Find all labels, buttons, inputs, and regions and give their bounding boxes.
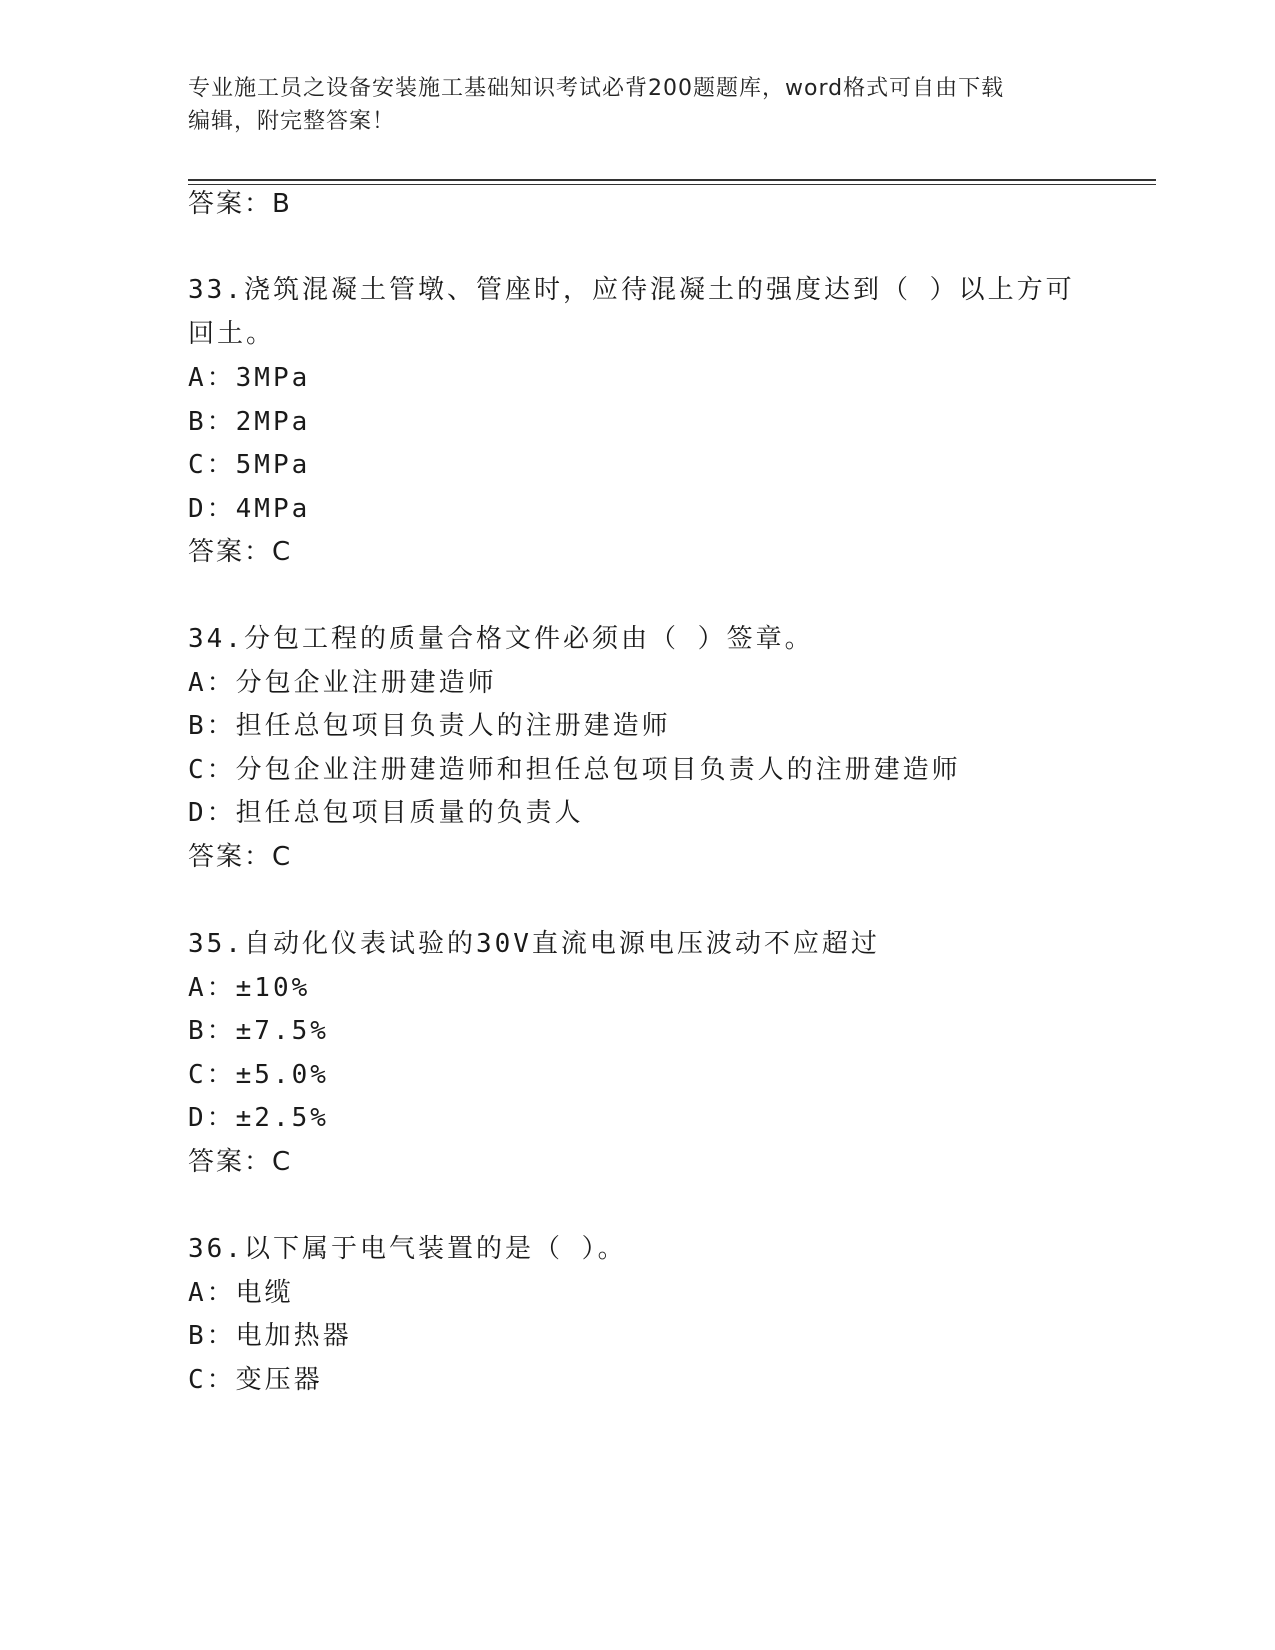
question-34-answer: 答案：C <box>188 842 293 872</box>
question-35-answer: 答案：C <box>188 1147 293 1177</box>
question-35-option-c: C：±5.0% <box>188 1060 329 1090</box>
header-line-2: 编辑，附完整答案！ <box>188 109 396 134</box>
question-35-option-b: B：±7.5% <box>188 1016 329 1046</box>
header-line-1: 专业施工员之设备安装施工基础知识考试必背200题题库，word格式可自由下载 <box>188 76 1005 101</box>
question-35-option-d: D：±2.5% <box>188 1103 329 1133</box>
question-33-option-a: A：3MPa <box>188 363 311 393</box>
question-33-stem-line-2: 回土。 <box>188 319 276 349</box>
question-34-stem-line-1: 34.分包工程的质量合格文件必须由（ ）签章。 <box>188 624 814 654</box>
question-36-stem-line-1: 36.以下属于电气装置的是（ ）。 <box>188 1234 627 1264</box>
question-35-option-a: A：±10% <box>188 973 311 1003</box>
question-33-option-c: C：5MPa <box>188 450 311 480</box>
question-34-option-a: A：分包企业注册建造师 <box>188 668 497 698</box>
question-36-option-c: C：变压器 <box>188 1365 323 1395</box>
question-35-stem-line-1: 35.自动化仪表试验的30V直流电源电压波动不应超过 <box>188 929 880 959</box>
question-33-answer: 答案：C <box>188 537 293 567</box>
header-divider-thick <box>188 179 1156 181</box>
question-33-option-b: B：2MPa <box>188 407 311 437</box>
document-header <box>188 72 1068 138</box>
question-34-option-b: B：担任总包项目负责人的注册建造师 <box>188 711 671 741</box>
question-34-option-d: D：担任总包项目质量的负责人 <box>188 798 584 828</box>
question-36-option-a: A：电缆 <box>188 1278 294 1308</box>
previous-answer: 答案：B <box>188 189 292 219</box>
question-33-stem-line-1: 33.浇筑混凝土管墩、管座时，应待混凝土的强度达到（ ）以上方可 <box>188 275 1075 305</box>
question-33-option-d: D：4MPa <box>188 494 311 524</box>
question-34-option-c: C：分包企业注册建造师和担任总包项目负责人的注册建造师 <box>188 755 961 785</box>
header-divider-thin <box>188 184 1156 185</box>
question-36-option-b: B：电加热器 <box>188 1321 352 1351</box>
